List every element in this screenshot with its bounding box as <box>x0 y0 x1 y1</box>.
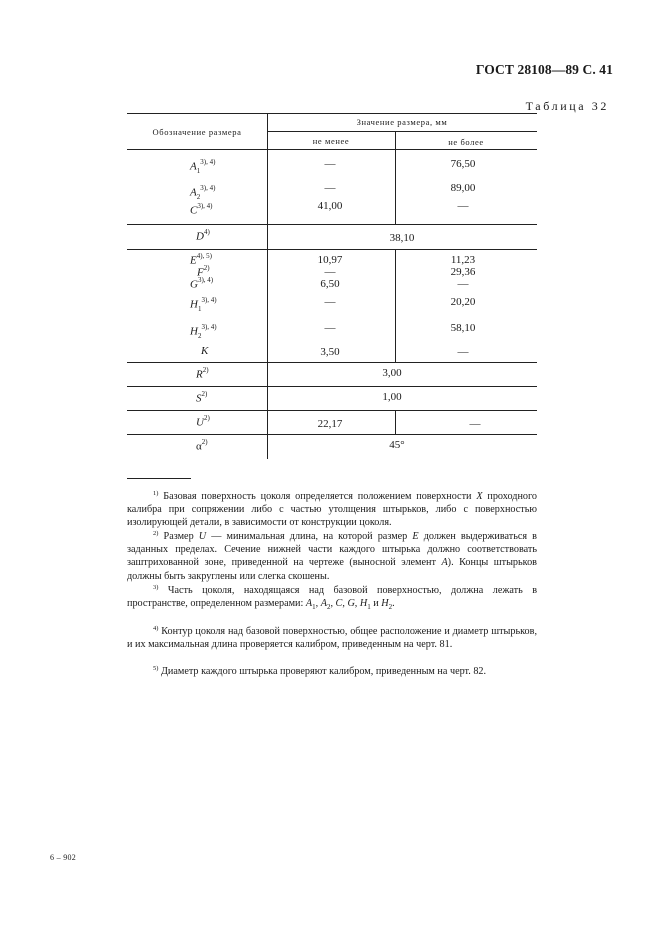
header-designation: Обозначение размера <box>152 127 242 137</box>
row-symbol: $A_1^{3), 4)}$ <box>190 158 216 175</box>
row-symbol: $R^{2)}$ <box>196 366 209 381</box>
row-symbol: $S^{2)}$ <box>196 390 208 405</box>
table-row-line <box>127 410 537 411</box>
table-vertical-line <box>395 249 396 362</box>
cell-min: — <box>324 322 336 334</box>
table-subheader-line <box>267 131 537 132</box>
row-symbol: K <box>201 345 209 357</box>
cell-min: — <box>324 158 336 170</box>
row-symbol: $D^{4)}$ <box>196 228 210 243</box>
row-symbol: $G^{3), 4)}$ <box>190 276 214 291</box>
cell-min: — <box>324 266 336 278</box>
table-header-bottom-line <box>127 149 537 150</box>
row-symbol: $H_1^{3), 4)}$ <box>190 296 217 313</box>
cell-min: — <box>324 296 336 308</box>
row-symbol: $E^{4), 5)}$ <box>190 252 212 267</box>
footnote-divider <box>127 478 191 479</box>
cell-max: — <box>457 346 469 358</box>
cell-merged-value: 38,10 <box>389 232 415 244</box>
header-min: не менее <box>312 136 350 146</box>
footnote-2: $^{2)}$ Размер U — минимальная длина, на которой размер E должен выдерживаться в заданных пределах. Сечение нижней части каждого штырька должно соответствовать заштрихованной зоне, приведенной на чертеже (выносной элемент A). Концы штырьков должны быть закруглены или слегка скошены. <box>127 530 537 582</box>
table-row-line <box>127 224 537 225</box>
row-symbol: $C^{3), 4)}$ <box>190 202 213 217</box>
table-vertical-line <box>267 113 268 459</box>
footnote-3: $^{3)}$ Часть цоколя, находящаяся над базовой поверхностью, должна лежать в пространстве, определенном размерами: $A_1$, $A_2$, C, G, $H_1$ и $H_2$. <box>127 584 538 612</box>
cell-max: — <box>457 278 469 290</box>
cell-min: 22,17 <box>317 418 343 430</box>
header-value: Значение размера, мм <box>356 117 448 127</box>
cell-max: — <box>457 200 469 212</box>
footnote-4: $^{4)}$ Контур цоколя над базовой поверхностью, общее расположение и диаметр штырьков, и их максимальная длина проверяется калибром, приведенным на черт. 81. <box>127 625 537 651</box>
table-row-line <box>127 434 537 435</box>
page-header: ГОСТ 28108—89 С. 41 <box>475 62 613 77</box>
row-symbol: $U^{2)}$ <box>196 414 210 429</box>
cell-max: 11,23 <box>450 254 476 266</box>
cell-max: — <box>469 418 481 430</box>
cell-min: 10,97 <box>317 254 343 266</box>
table-top-line <box>127 113 537 114</box>
cell-merged-value: 3,00 <box>382 367 402 379</box>
cell-min: 41,00 <box>317 200 343 212</box>
row-symbol: $\alpha^{2)}$ <box>196 438 208 453</box>
footnote-5: $^{5)}$ Диаметр каждого штырька проверяют калибром, приведенным на черт. 82. <box>153 665 487 677</box>
table-row-line <box>127 386 537 387</box>
cell-max: 76,50 <box>450 158 476 170</box>
header-max: не более <box>448 137 484 147</box>
table-vertical-line <box>395 410 396 434</box>
table-row-line <box>127 249 537 250</box>
table-row-line <box>127 362 537 363</box>
page-code: 6 – 902 <box>50 853 77 862</box>
cell-max: 29,36 <box>450 266 476 278</box>
cell-merged-value: 1,00 <box>382 391 402 403</box>
row-symbol: $H_2^{3), 4)}$ <box>190 323 217 340</box>
cell-min: 3,50 <box>320 346 340 358</box>
cell-max: 89,00 <box>450 182 476 194</box>
footnote-1: $^{1)}$ Базовая поверхность цоколя определяется положением поверхности X проходного калибра при сопряжении либо с частью утолщения штырьков, либо с поверхностью изолирующей детали, в зависимости от конструкции цоколя. <box>127 490 538 529</box>
row-symbol: $A_2^{3), 4)}$ <box>190 184 216 201</box>
cell-min: — <box>324 182 336 194</box>
cell-merged-value: 45° <box>389 439 405 451</box>
cell-max: 20,20 <box>450 296 476 308</box>
row-symbol: $F^{2)}$ <box>197 264 210 279</box>
cell-max: 58,10 <box>450 322 476 334</box>
table-caption: Таблица 32 <box>525 99 609 113</box>
cell-min: 6,50 <box>320 278 340 290</box>
